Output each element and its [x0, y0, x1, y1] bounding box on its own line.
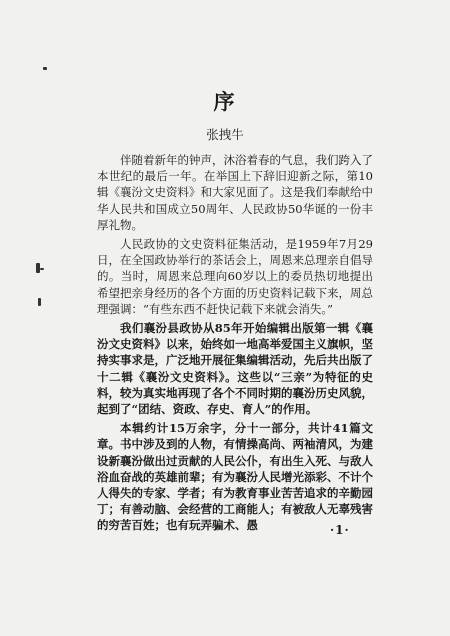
body-text: [97, 152, 373, 537]
paragraph: 人民政协的文史资料征集活动，是1959年7月29日，在全国政协举行的茶话会上，周恩来总理亲自倡导的。当时，周恩来总理向60岁以上的委员热切地提出希望把亲身经历的各个方面的历史资料记载下来，周总理强调：“有些东西不赶快记载下来就会消失。”: [97, 237, 373, 316]
paragraph: 伴随着新年的钟声，沐浴着春的气息，我们跨入了本世纪的最后一年。在举国上下辞旧迎新之际，第10辑《襄汾文史资料》和大家见面了。这是我们奉献给中华人民共和国成立50周年、人民政协50华诞的一份丰厚礼物。: [97, 153, 373, 232]
scan-mark: [40, 268, 44, 270]
scan-mark: [38, 298, 41, 306]
author-name: 张拽牛: [206, 127, 244, 142]
page-title: 序: [213, 89, 237, 114]
page-number: ·1·: [330, 523, 350, 537]
paragraph: 本辑约计15万余字，分十一部分，共计41篇文章。书中涉及到的人物，有情操高尚、两袖清风，为建设新襄汾做出过贡献的人民公仆，有出生入死、与敌人浴血奋战的英雄前辈；有为襄汾人民增光添彩、不计个人得失的专家、学者；有为教育事业苦苦追求的辛勤园丁；有善动脑、会经营的工商能人；有被敌人无辜残害的穷苦百姓；也有玩弄骗术、愚: [97, 421, 373, 533]
scan-mark: [43, 67, 47, 70]
paragraph: 我们襄汾县政协从85年开始编辑出版第一辑《襄汾文史资料》以来，始终如一地高举爱国主义旗帜，坚持实事求是，广泛地开展征集编辑活动，先后共出版了十二辑《襄汾文史资料》。这些以“三亲”为特征的史料，较为真实地再现了各个不同时期的襄汾历史风貌，起到了“团结、资政、存史、育人”的作用。: [97, 321, 373, 417]
